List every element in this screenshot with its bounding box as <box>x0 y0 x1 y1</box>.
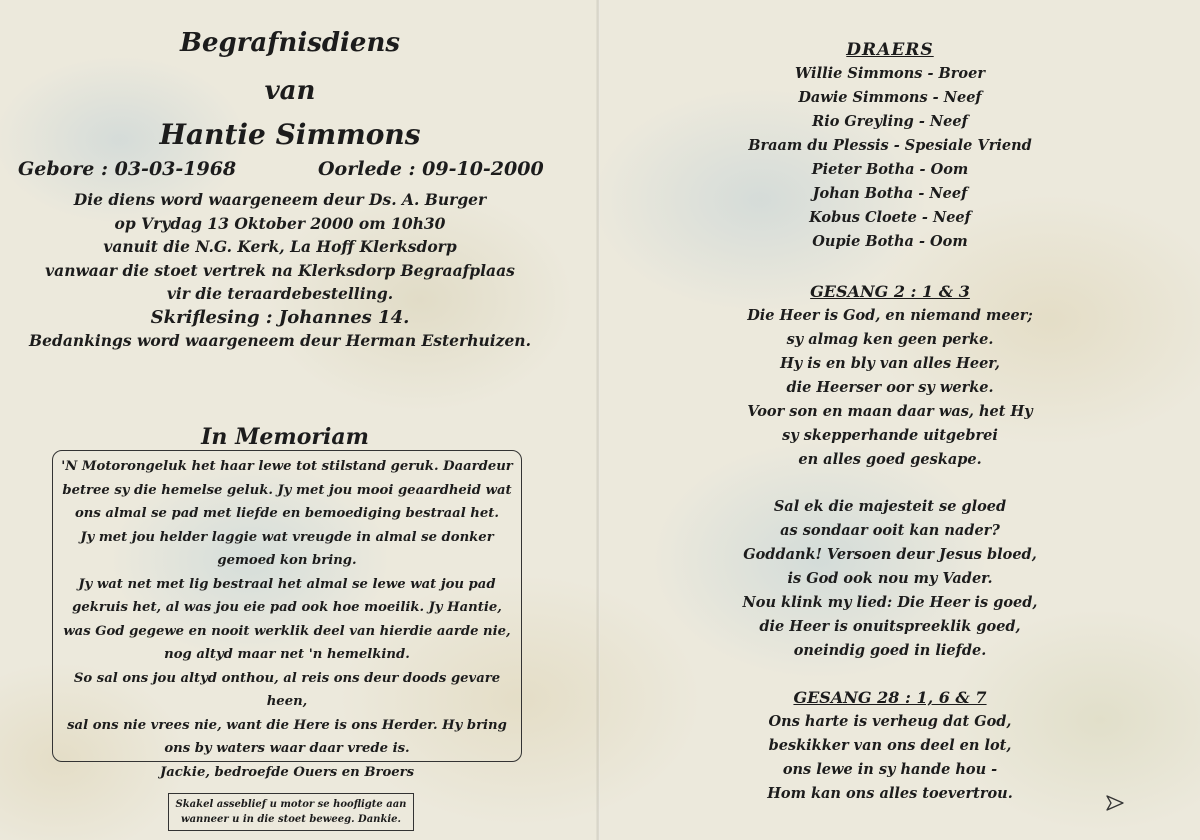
death-date: Oorlede : 09-10-2000 <box>318 158 544 180</box>
pallbearer: Dawie Simmons - Neef <box>798 89 982 106</box>
hymn-line: sy skepperhande uitgebrei <box>782 427 998 444</box>
memoriam-line: gemoed kon bring. <box>217 553 357 568</box>
memoriam-line: betree sy die hemelse geluk. Jy met jou mooi geaardheid wat <box>62 482 512 498</box>
hymn-line: Sal ek die majesteit se gloed <box>773 498 1007 515</box>
pallbearer: Oupie Botha - Oom <box>812 233 968 250</box>
gesang-1-heading: GESANG 2 : 1 & 3 <box>810 282 970 301</box>
scripture-reading: Skriflesing : Johannes 14. <box>150 306 410 328</box>
memoriam-signature: Jackie, bedroefde Ouers en Broers <box>159 764 415 780</box>
notice-line: wanneer u in die stoet beweeg. Dankie. <box>180 814 402 825</box>
left-panel <box>0 0 596 840</box>
title-line-1: Begrafnisdiens <box>180 28 400 58</box>
hymn-line: ons lewe in sy hande hou - <box>782 761 998 778</box>
hymn-line: as sondaar ooit kan nader? <box>780 522 1000 539</box>
memoriam-line: Jy met jou helder laggie wat vreugde in almal se donker <box>80 529 494 545</box>
service-line: vanwaar die stoet vertrek na Klerksdorp Begraafplaas <box>45 260 515 280</box>
hymn-line: die Heerser oor sy werke. <box>786 379 994 396</box>
memoriam-line: was God gegewe en nooit werklik deel van hierdie aarde nie, <box>63 623 511 639</box>
hymn-line: en alles goed geskape. <box>798 451 982 468</box>
memoriam-line: sal ons nie vrees nie, want die Here is ons Herder. Hy bring <box>67 717 507 733</box>
birth-date: Gebore : 03-03-1968 <box>18 158 237 180</box>
gesang-1-verse-2 <box>600 495 1180 663</box>
gesang-2-section <box>600 686 1180 806</box>
service-line: op Vrydag 13 Oktober 2000 om 10h30 <box>114 213 446 233</box>
gesang-2-heading: GESANG 28 : 1, 6 & 7 <box>793 688 987 707</box>
hymn-line: die Heer is onuitspreeklik goed, <box>759 618 1021 635</box>
hymn-line: is God ook nou my Vader. <box>787 570 993 587</box>
draers-heading: DRAERS <box>846 40 934 60</box>
hymn-line: oneindig goed in liefde. <box>793 642 987 659</box>
hymn-line: Voor son en maan daar was, het Hy <box>747 403 1033 420</box>
gesang-1-section <box>600 280 1180 472</box>
service-line: Die diens word waargeneem deur Ds. A. Burger <box>73 190 487 209</box>
service-line: vanuit die N.G. Kerk, La Hoff Klerksdorp <box>103 237 457 256</box>
service-details <box>0 188 560 353</box>
title-line-2: van <box>264 76 316 106</box>
hymn-line: Hy is en bly van alles Heer, <box>780 355 1000 372</box>
hymn-line: Die Heer is God, en niemand meer; <box>747 307 1033 324</box>
notice-line: Skakel asseblief u motor se hoofligte aan <box>175 799 407 810</box>
memoriam-line: ons almal se pad met liefde en bemoediging bestraal het. <box>75 506 499 521</box>
pallbearer: Braam du Plessis - Spesiale Vriend <box>748 137 1032 154</box>
deceased-name: Hantie Simmons <box>159 118 421 151</box>
pallbearer: Johan Botha - Neef <box>812 185 968 202</box>
service-line: vir die teraardebestelling. <box>166 284 394 303</box>
memoriam-title: In Memoriam <box>201 424 369 450</box>
right-panel <box>600 0 1200 840</box>
memoriam-line: Jy wat net met lig bestraal het almal se lewe wat jou pad <box>78 576 496 592</box>
memoriam-line: gekruis het, al was jou eie pad ook hoe moeilik. Jy Hantie, <box>72 600 502 615</box>
hymn-line: beskikker van ons deel en lot, <box>768 737 1012 754</box>
thanks-line: Bedankings word waargeneem deur Herman Esterhuizen. <box>29 331 531 350</box>
hymn-line: Nou klink my lied: Die Heer is goed, <box>742 594 1038 611</box>
memoriam-line: So sal ons jou altyd onthou, al reis ons deur doods gevare heen, <box>73 670 501 709</box>
pallbearer: Kobus Cloete - Neef <box>809 209 971 226</box>
pallbearer: Willie Simmons - Broer <box>795 65 985 82</box>
hymn-line: sy almag ken geen perke. <box>786 331 994 348</box>
send-arrow-icon <box>1104 792 1126 814</box>
hymn-line: Ons harte is verheug dat God, <box>768 713 1012 730</box>
memoriam-line: nog altyd maar net 'n hemelkind. <box>164 647 410 662</box>
hymn-line: Goddank! Versoen deur Jesus bloed, <box>743 546 1037 563</box>
draers-section <box>600 38 1180 254</box>
memoriam-line: ons by waters waar daar vrede is. <box>164 741 410 756</box>
memoriam-line: 'N Motorongeluk het haar lewe tot stilstand geruk. Daardeur <box>61 459 513 474</box>
headlights-notice <box>168 793 414 831</box>
hymn-line: Hom kan ons alles toevertrou. <box>767 785 1013 802</box>
memoriam-box <box>52 450 522 780</box>
pallbearer: Rio Greyling - Neef <box>812 113 968 130</box>
pallbearer: Pieter Botha - Oom <box>811 161 969 178</box>
